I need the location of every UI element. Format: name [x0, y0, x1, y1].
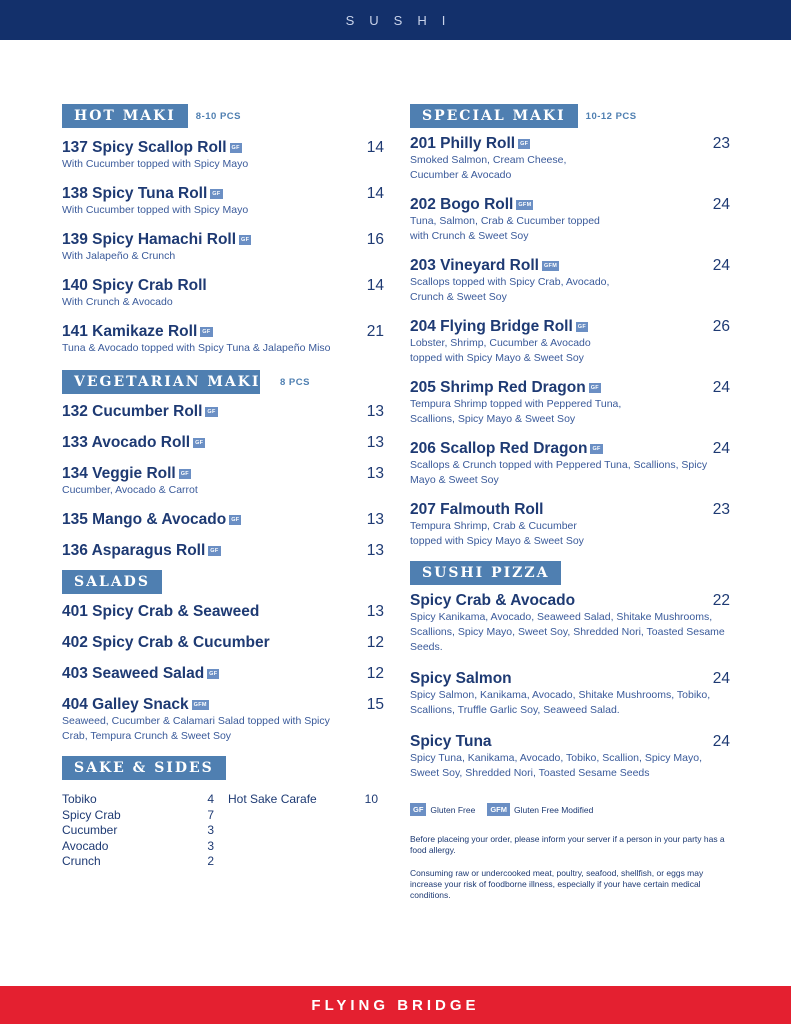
item-description: Smoked Salmon, Cream Cheese, Cucumber & Avocado: [410, 154, 567, 181]
right-column: [410, 104, 730, 901]
footer-bar: [0, 986, 791, 1024]
item-description: Tuna, Salmon, Crab & Cucumber topped with Crunch & Sweet Soy: [410, 215, 600, 242]
sake-carafe-row: [218, 792, 384, 870]
menu-item: [410, 439, 730, 488]
item-name-text: Spicy Tuna: [410, 733, 492, 750]
section-title: SAKE & SIDES: [62, 756, 226, 780]
item-name-text: 138 Spicy Tuna Roll: [62, 185, 208, 202]
sushi-pizza-header: [410, 561, 730, 585]
side-item: [62, 823, 218, 839]
special-maki-list: [410, 134, 730, 549]
item-description: Tuna & Avocado topped with Spicy Tuna & Jalapeño Miso: [62, 342, 331, 354]
section-title: VEGETARIAN MAKI: [62, 370, 260, 394]
menu-item: [410, 669, 730, 718]
menu-item: [410, 195, 730, 244]
item-price: 12: [366, 634, 384, 651]
item-name-text: 402 Spicy Crab & Cucumber: [62, 634, 270, 651]
item-name: [62, 138, 384, 157]
item-name: [62, 433, 384, 452]
menu-item: [62, 695, 384, 744]
item-price: 13: [366, 403, 384, 420]
brand-name: FLYING BRIDGE: [311, 996, 480, 1014]
item-price: 16: [366, 231, 384, 248]
menu-item: [62, 230, 384, 264]
section-title: SPECIAL MAKI: [410, 104, 578, 128]
item-description: Spicy Tuna, Kanikama, Avocado, Tobiko, Scallion, Spicy Mayo, Sweet Soy, Shredded Nori, Toasted Sesame Seeds: [410, 752, 703, 779]
hot-maki-header: [62, 104, 384, 128]
item-name-text: Spicy Salmon: [410, 670, 512, 687]
dietary-badge: GF: [241, 237, 250, 243]
item-name: [62, 184, 384, 203]
veg-maki-header: [62, 370, 316, 394]
side-item: [62, 854, 218, 870]
item-name-text: 141 Kamikaze Roll: [62, 323, 198, 340]
item-name: [62, 402, 384, 421]
menu-item: [62, 322, 384, 356]
dietary-legend: [410, 803, 730, 816]
menu-item: [410, 134, 730, 183]
consumption-warning: Consuming raw or undercooked meat, poultry, seafood, shellfish, or eggs may increase your risk of foodborne illness, especially if your have certain medical conditions.: [410, 868, 704, 900]
item-price: 23: [712, 135, 730, 152]
hot-maki-list: [62, 138, 384, 356]
item-name: [62, 664, 384, 683]
menu-item: [62, 138, 384, 172]
item-name-text: 132 Cucumber Roll: [62, 403, 203, 420]
allergy-note: Before placeing your order, please inform your server if a person in your party has a food allergy.: [410, 834, 725, 855]
item-name: [62, 695, 384, 714]
dietary-badge: GF: [212, 191, 221, 197]
section-quantity: 10-12 PCS: [585, 110, 637, 122]
item-name-text: 137 Spicy Scallop Roll: [62, 139, 227, 156]
item-name: [62, 322, 384, 341]
item-name-text: 204 Flying Bridge Roll: [410, 318, 573, 335]
item-name-text: Spicy Crab & Avocado: [410, 592, 576, 609]
menu-item: [62, 184, 384, 218]
section-quantity: 8 PCS: [280, 376, 310, 388]
item-name: [410, 134, 730, 153]
dietary-badge: GFM: [518, 202, 532, 208]
item-name: Hot Sake Carafe: [228, 792, 317, 806]
item-price: 22: [712, 592, 730, 609]
side-price: 3: [207, 838, 214, 853]
item-description: Spicy Kanikama, Avocado, Seaweed Salad, Shitake Mushrooms, Scallions, Spicy Mayo, Sweet Soy, Shredded Nori, Toasted Sesame Seeds.: [410, 611, 725, 653]
item-description: Tempura Shrimp, Crab & Cucumber topped with Spicy Mayo & Sweet Soy: [410, 520, 584, 547]
item-name-text: 401 Spicy Crab & Seaweed: [62, 603, 260, 620]
dietary-badge: GF: [202, 329, 211, 335]
dietary-badge: GF: [520, 141, 529, 147]
salads-header: [62, 570, 384, 594]
item-description: Seaweed, Cucumber & Calamari Salad topped with Spicy Crab, Tempura Crunch & Sweet Soy: [62, 715, 330, 742]
item-name: [410, 256, 730, 275]
item-price: 13: [366, 511, 384, 528]
side-price: 3: [207, 823, 214, 837]
item-description: Cucumber, Avocado & Carrot: [62, 484, 198, 496]
sake-sides-block: [62, 792, 384, 870]
item-name: [410, 378, 730, 397]
sake-sides-header: [62, 756, 384, 780]
side-item: [62, 792, 218, 808]
side-price: 2: [207, 854, 214, 868]
dietary-badge: GF: [577, 324, 587, 330]
menu-item: [410, 500, 730, 549]
item-name-text: 203 Vineyard Roll: [410, 257, 539, 274]
side-name: Crunch: [62, 854, 101, 868]
item-name: [410, 669, 730, 688]
item-name: [62, 230, 384, 249]
item-description: Spicy Salmon, Kanikama, Avocado, Shitake Mushrooms, Tobiko, Scallions, Truffle Garlic Soy, Seaweed Salad.: [410, 689, 711, 716]
item-name: [410, 195, 730, 214]
item-price: 24: [712, 379, 730, 396]
section-title: SUSHI PIZZA: [410, 561, 561, 585]
menu-item: [410, 317, 730, 366]
dietary-badge: GF: [592, 446, 601, 452]
item-description: With Cucumber topped with Spicy Mayo: [62, 204, 249, 216]
menu-item: [62, 402, 384, 421]
item-price: 14: [366, 185, 384, 202]
side-item: [62, 808, 218, 824]
item-description: Scallops topped with Spicy Crab, Avocado, Crunch & Sweet Soy: [410, 276, 610, 303]
item-price: 14: [366, 139, 384, 156]
item-description: With Cucumber topped with Spicy Mayo: [62, 158, 249, 170]
item-price: 14: [366, 277, 384, 294]
dietary-badge: GF: [590, 385, 599, 391]
veg-maki-list: [62, 402, 384, 560]
gf-legend-badge: GF: [410, 803, 426, 816]
side-item: [62, 839, 218, 855]
item-price: 24: [712, 670, 730, 687]
item-name-text: 134 Veggie Roll: [62, 465, 176, 482]
item-name: [410, 591, 730, 610]
side-name: Cucumber: [62, 823, 118, 837]
item-description: Scallops & Crunch topped with Peppered Tuna, Scallions, Spicy Mayo & Sweet Soy: [410, 459, 708, 486]
dietary-badge: GF: [231, 517, 240, 523]
sushi-pizza-list: [410, 591, 730, 781]
item-price: 12: [366, 665, 384, 682]
item-name: [62, 602, 384, 621]
gf-legend-label: Gluten Free: [430, 804, 476, 815]
dietary-badge: GF: [207, 409, 216, 415]
item-name: [62, 541, 384, 560]
item-name-text: 207 Falmouth Roll: [410, 501, 544, 518]
menu-item: [62, 433, 384, 452]
item-price: 13: [366, 542, 384, 559]
item-price: 26: [712, 318, 730, 335]
item-price: 24: [712, 257, 730, 274]
menu-item: [62, 510, 384, 529]
menu-item: [410, 591, 730, 655]
dietary-badge: GF: [180, 471, 189, 477]
menu-item: [410, 378, 730, 427]
item-name-text: 201 Philly Roll: [410, 135, 516, 152]
menu-item: [62, 276, 384, 310]
item-name: [62, 464, 384, 483]
menu-item: [62, 464, 384, 498]
item-name: [62, 633, 384, 652]
item-name-text: 202 Bogo Roll: [410, 196, 514, 213]
item-name-text: 403 Seaweed Salad: [62, 665, 205, 682]
salads-list: [62, 602, 384, 744]
sides-list: [62, 792, 218, 870]
item-price: 13: [366, 434, 384, 451]
menu-item: [62, 664, 384, 683]
item-price: 10: [364, 792, 378, 806]
dietary-badge: GFM: [543, 263, 558, 269]
side-price: 7: [207, 807, 214, 822]
side-name: Tobiko: [62, 792, 97, 806]
item-name-text: 135 Mango & Avocado: [62, 511, 227, 528]
section-quantity: 8-10 PCS: [195, 110, 241, 122]
item-name-text: 205 Shrimp Red Dragon: [410, 379, 586, 396]
item-name-text: 404 Galley Snack: [62, 696, 189, 713]
item-name-text: 206 Scallop Red Dragon: [410, 440, 588, 457]
item-name-text: 133 Avocado Roll: [62, 434, 191, 451]
side-price: 4: [207, 792, 214, 806]
menu-item: [410, 256, 730, 305]
item-description: Lobster, Shrimp, Cucumber & Avocado topped with Spicy Mayo & Sweet Soy: [410, 337, 591, 364]
menu-item: [62, 633, 384, 652]
special-maki-header: [410, 104, 730, 128]
item-name: [62, 510, 384, 529]
item-name-text: 140 Spicy Crab Roll: [62, 277, 207, 294]
side-name: Spicy Crab: [62, 807, 121, 822]
header-bar: [0, 0, 791, 40]
item-description: Tempura Shrimp topped with Peppered Tuna, Scallions, Spicy Mayo & Sweet Soy: [410, 398, 622, 425]
section-title: SALADS: [62, 570, 162, 594]
dietary-badge: GF: [195, 440, 204, 446]
left-column: [62, 104, 384, 870]
item-price: 13: [366, 603, 384, 620]
dietary-badge: GFM: [193, 702, 207, 708]
dietary-badge: GF: [209, 671, 218, 677]
item-price: 24: [712, 196, 730, 213]
item-price: 13: [366, 465, 384, 482]
item-name: [410, 500, 730, 519]
item-description: With Jalapeño & Crunch: [62, 250, 176, 262]
item-price: 21: [366, 323, 384, 340]
item-name-text: 136 Asparagus Roll: [62, 542, 206, 559]
item-name: [410, 732, 730, 751]
menu-item: [410, 732, 730, 781]
gfm-legend-label: Gluten Free Modified: [513, 804, 594, 815]
section-title: HOT MAKI: [62, 104, 188, 128]
side-name: Avocado: [62, 838, 109, 853]
item-price: 23: [712, 501, 730, 518]
page-title: SUSHI: [345, 12, 461, 28]
menu-item: [62, 541, 384, 560]
item-price: 24: [712, 733, 730, 750]
item-name-text: 139 Spicy Hamachi Roll: [62, 231, 237, 248]
item-name: [410, 317, 730, 336]
item-price: 24: [712, 440, 730, 457]
dietary-badge: GF: [210, 548, 219, 554]
item-description: With Crunch & Avocado: [62, 296, 173, 308]
item-price: 15: [366, 696, 384, 713]
dietary-badge: GF: [231, 145, 240, 151]
item-name: [410, 439, 730, 458]
menu-item: [62, 602, 384, 621]
gfm-legend-badge: GFM: [487, 803, 510, 816]
item-name: [62, 276, 384, 295]
